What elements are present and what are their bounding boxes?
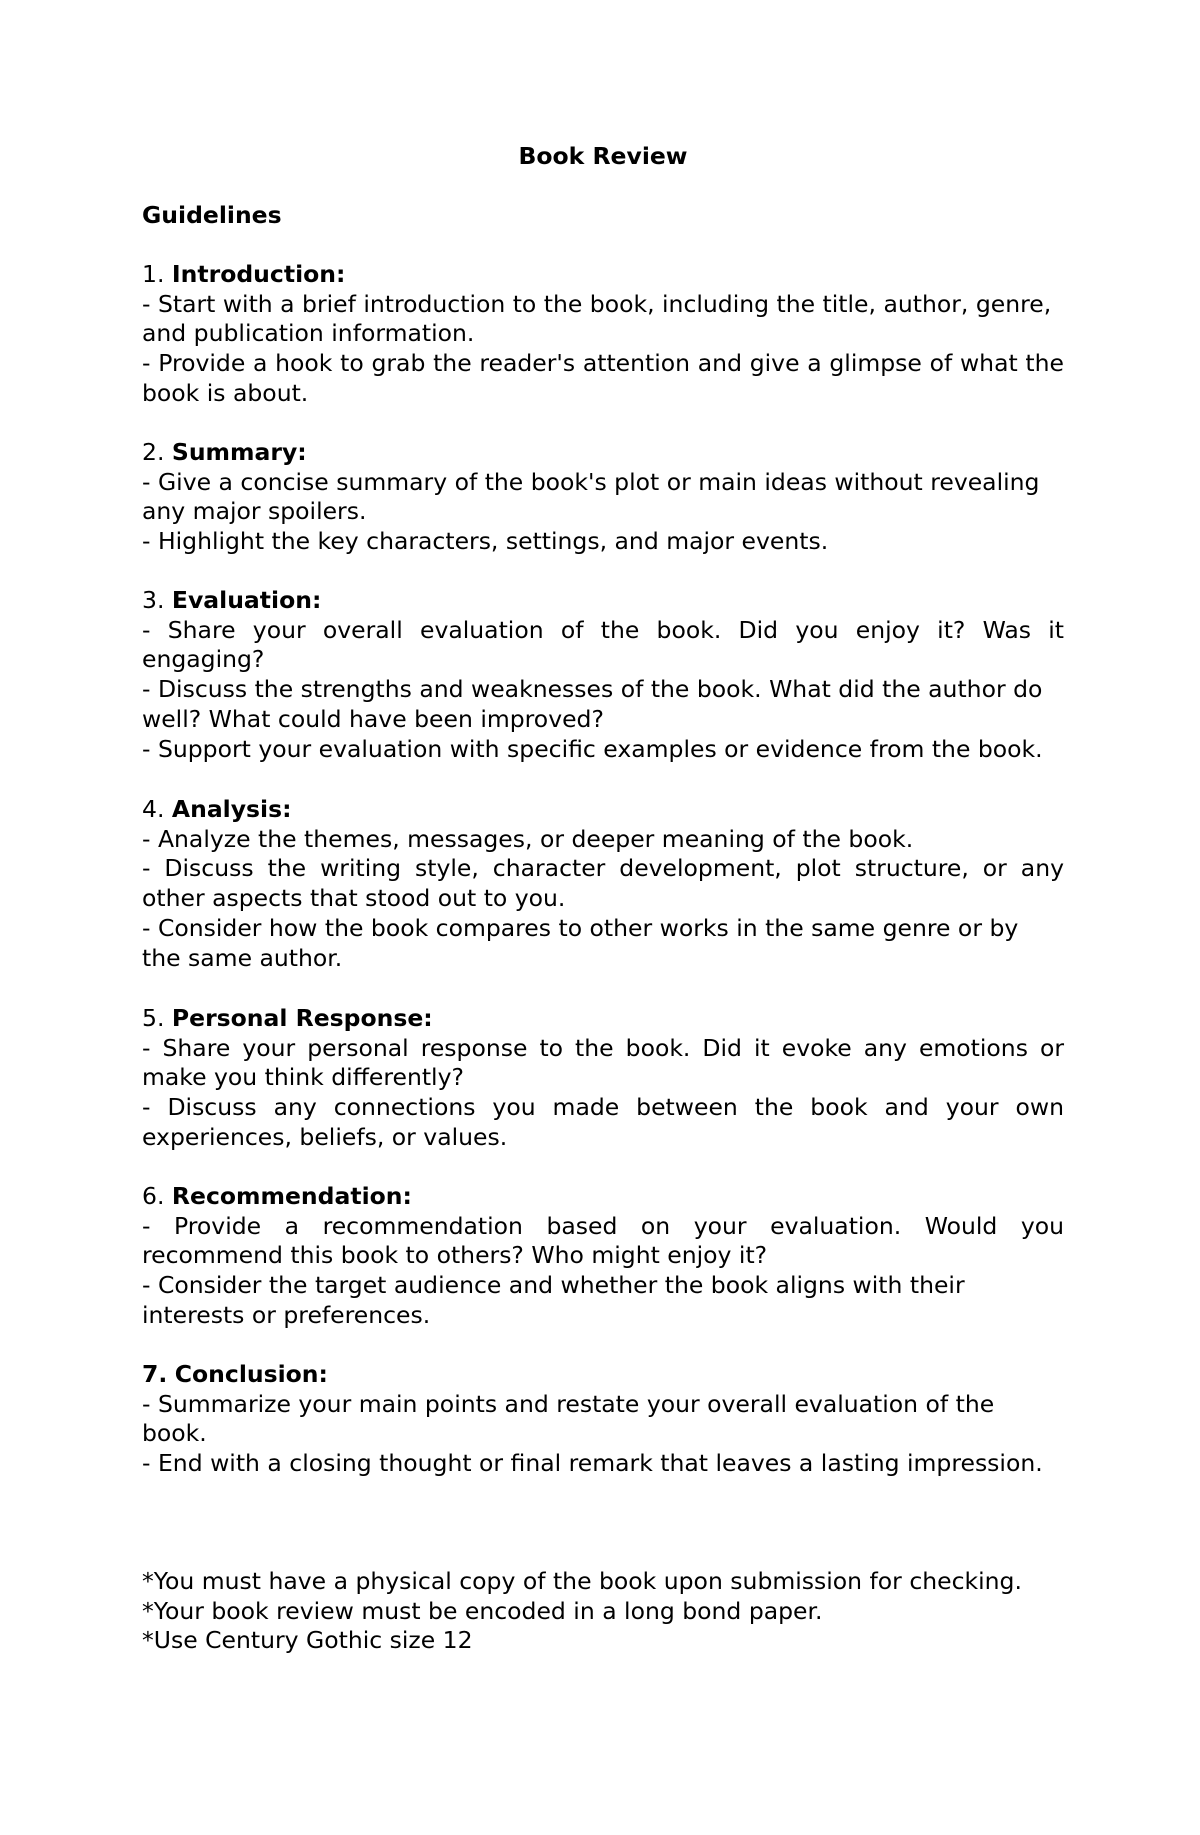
section-conclusion — [142, 1360, 1064, 1479]
submission-notes — [142, 1567, 1064, 1656]
note-item: *You must have a physical copy of the book upon submission for checking. — [142, 1567, 1022, 1595]
note-item: *Use Century Gothic size 12 — [142, 1626, 473, 1655]
guidelines-heading: Guidelines — [142, 201, 282, 229]
section-heading — [142, 438, 1064, 468]
section-number: 7. — [142, 1360, 168, 1388]
bullet-item: - Highlight the key characters, settings, and major events. — [142, 527, 829, 556]
bullet-item: - Summarize your main points and restate your overall evaluation of the book. — [142, 1389, 995, 1448]
bullet-item: - Discuss the strengths and weaknesses of the book. What did the author do well? What could have been improved? — [142, 675, 1043, 733]
bullet-item: - Start with a brief introduction to the book, including the title, author, genre, and publication information. — [142, 289, 1052, 348]
section-heading — [142, 586, 1064, 616]
section-number: 4. — [142, 795, 165, 823]
section-label: Personal Response: — [171, 1004, 433, 1032]
bullet-item: - Analyze the themes, messages, or deeper meaning of the book. — [142, 824, 914, 853]
section-label: Analysis: — [171, 795, 292, 823]
section-introduction — [142, 260, 1064, 409]
bullet-item: - Provide a hook to grab the reader's attention and give a glimpse of what the book is about. — [142, 349, 1064, 407]
section-label: Conclusion: — [174, 1360, 328, 1388]
bullet-item: - Give a concise summary of the book's plot or main ideas without revealing any major spoilers. — [142, 467, 1040, 526]
section-summary — [142, 438, 1064, 557]
bullet-item: - Consider the target audience and whether the book aligns with their interests or preferences. — [142, 1271, 965, 1329]
bullet-item: - Share your overall evaluation of the book. Did you enjoy it? Was it engaging? — [142, 615, 1064, 674]
section-label: Recommendation: — [171, 1182, 412, 1210]
section-heading — [142, 260, 1064, 290]
section-analysis — [142, 795, 1064, 973]
section-heading — [142, 1360, 1064, 1390]
bullet-item: - Consider how the book compares to other works in the same genre or by the same author. — [142, 913, 1019, 972]
section-heading — [142, 1004, 1064, 1034]
bullet-item: - Provide a recommendation based on your evaluation. Would you recommend this book to others? Who might enjoy it? — [142, 1211, 1064, 1270]
section-number: 1. — [142, 260, 165, 288]
document-title: Book Review — [518, 142, 688, 170]
note-item: *Your book review must be encoded in a long bond paper. — [142, 1596, 823, 1625]
bullet-item: - Support your evaluation with specific examples or evidence from the book. — [142, 734, 1043, 763]
section-label: Introduction: — [171, 260, 346, 288]
section-label: Summary: — [171, 438, 307, 466]
section-heading — [142, 795, 1064, 825]
section-number: 5. — [142, 1004, 165, 1032]
section-personal-response — [142, 1004, 1064, 1153]
bullet-item: - Share your personal response to the book. Did it evoke any emotions or make you think differently? — [142, 1033, 1064, 1092]
bullet-item: - Discuss the writing style, character development, plot structure, or any other aspects that stood out to you. — [142, 854, 1064, 913]
section-recommendation — [142, 1182, 1064, 1331]
bullet-item: - Discuss any connections you made between the book and your own experiences, beliefs, or values. — [142, 1093, 1064, 1151]
section-heading — [142, 1182, 1064, 1212]
section-evaluation — [142, 586, 1064, 764]
section-label: Evaluation: — [171, 586, 322, 614]
section-number: 6. — [142, 1182, 165, 1210]
section-number: 2. — [142, 438, 165, 466]
section-number: 3. — [142, 586, 165, 614]
bullet-item: - End with a closing thought or final remark that leaves a lasting impression. — [142, 1449, 1043, 1478]
